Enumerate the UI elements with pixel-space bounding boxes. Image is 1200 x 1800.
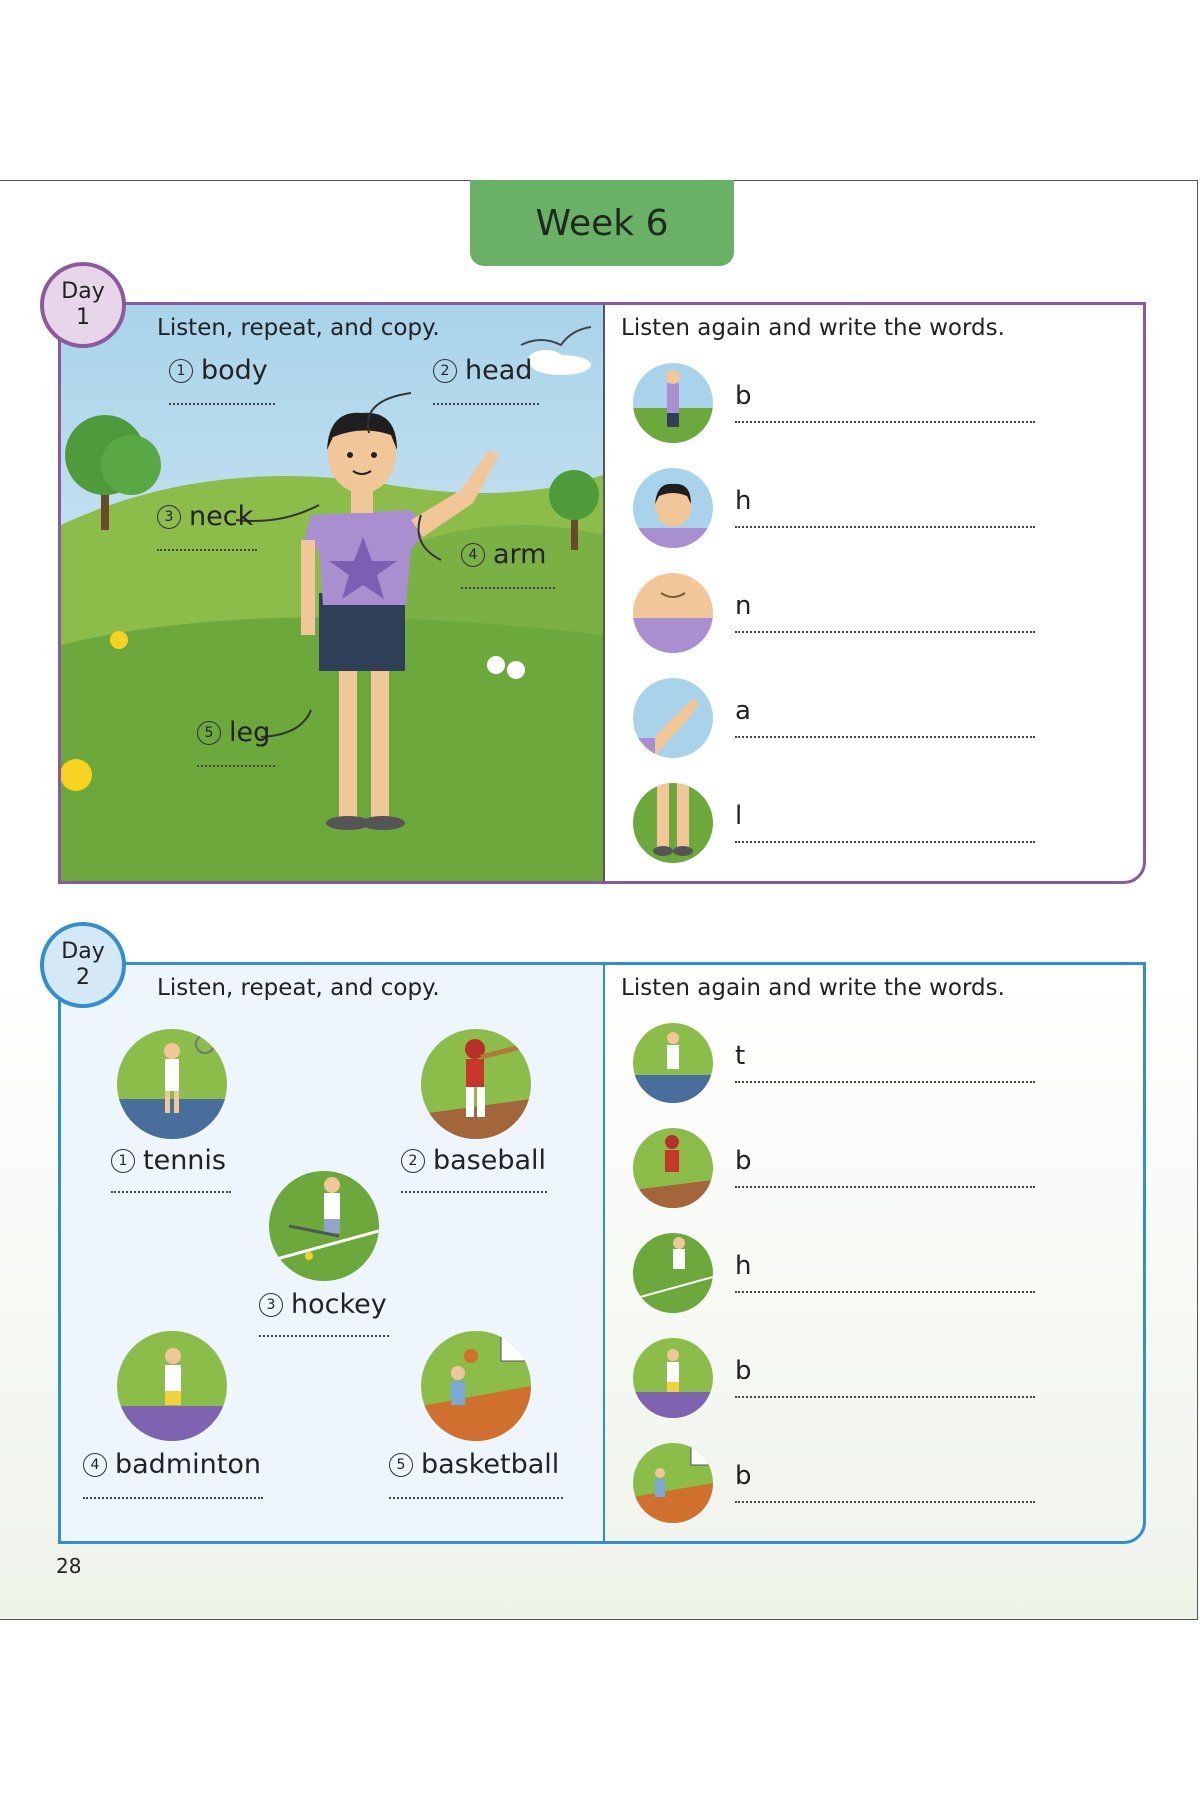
- week-title: [470, 180, 734, 266]
- day1-write-row-leg: [633, 783, 1103, 875]
- day2-copy-line-baseball[interactable]: [401, 1191, 547, 1193]
- day1-write-row-neck: [633, 573, 1103, 665]
- number-marker: 1: [169, 359, 193, 383]
- day1-label-neck: [157, 501, 253, 532]
- number-marker: 2: [433, 359, 457, 383]
- label-word: leg: [229, 717, 271, 748]
- write-line[interactable]: [735, 1291, 1035, 1293]
- starting-letter: b: [735, 1146, 752, 1176]
- number-marker: 3: [259, 1293, 283, 1317]
- day1-label-body: [169, 355, 268, 386]
- label-word: body: [201, 355, 268, 386]
- number-marker: 5: [389, 1453, 413, 1477]
- baseball-thumbnail: [633, 1128, 713, 1208]
- day1-write-row-body: [633, 363, 1103, 455]
- label-word: basketball: [421, 1449, 560, 1480]
- day2-write-row-basketball: [633, 1443, 1103, 1535]
- day2-write-row-tennis: [633, 1023, 1103, 1115]
- basketball-thumbnail: [633, 1443, 713, 1523]
- day1-label-leg: [197, 717, 270, 748]
- number-marker: 5: [197, 721, 221, 745]
- starting-letter: b: [735, 1461, 752, 1491]
- write-line[interactable]: [735, 526, 1035, 528]
- day2-label-baseball: [401, 1145, 546, 1176]
- write-line[interactable]: [735, 421, 1035, 423]
- label-word: hockey: [291, 1289, 387, 1320]
- day1-write-row-arm: [633, 678, 1103, 770]
- write-line[interactable]: [735, 1186, 1035, 1188]
- write-line[interactable]: [735, 841, 1035, 843]
- label-word: tennis: [143, 1145, 226, 1176]
- day2-label-badminton: [83, 1449, 261, 1480]
- day1-label-arm: [461, 539, 546, 570]
- write-line[interactable]: [735, 1501, 1035, 1503]
- week-title-text: Week 6: [535, 202, 669, 244]
- starting-letter: l: [735, 801, 743, 831]
- number-marker: 2: [401, 1149, 425, 1173]
- label-word: baseball: [433, 1145, 547, 1176]
- day1-label-head: [433, 355, 532, 386]
- write-line[interactable]: [735, 631, 1035, 633]
- day1-panel: [58, 302, 1146, 884]
- starting-letter: b: [735, 381, 752, 411]
- starting-letter: b: [735, 1356, 752, 1386]
- leg-thumbnail: [633, 783, 713, 863]
- head-thumbnail: [633, 468, 713, 548]
- label-word: head: [465, 355, 533, 386]
- number-marker: 4: [461, 543, 485, 567]
- label-word: arm: [493, 539, 547, 570]
- day2-instruction: Listen, repeat, and copy.: [157, 975, 440, 1001]
- day2-copy-line-badminton[interactable]: [83, 1497, 263, 1499]
- starting-letter: n: [735, 591, 752, 621]
- day2-write-row-badminton: [633, 1338, 1103, 1430]
- starting-letter: h: [735, 486, 752, 516]
- day2-label-basketball: [389, 1449, 559, 1480]
- neck-thumbnail: [633, 573, 713, 653]
- write-line[interactable]: [735, 1081, 1035, 1083]
- label-word: neck: [189, 501, 254, 532]
- day2-badge: [40, 922, 126, 1008]
- day2-copy-line-tennis[interactable]: [111, 1191, 231, 1193]
- page-number: 28: [56, 1554, 82, 1578]
- day1-badge: [40, 262, 126, 348]
- day-word: Day: [61, 939, 105, 964]
- day2-copy-line-hockey[interactable]: [259, 1335, 389, 1337]
- baseball-illustration: [421, 1029, 531, 1139]
- park-boy-illustration: [61, 305, 603, 881]
- badminton-thumbnail: [633, 1338, 713, 1418]
- tennis-thumbnail: [633, 1023, 713, 1103]
- day1-copy-line-body[interactable]: [169, 403, 275, 405]
- day1-illustration: [61, 305, 605, 881]
- day1-copy-line-head[interactable]: [433, 403, 539, 405]
- day2-write-instruction: Listen again and write the words.: [621, 975, 1005, 1001]
- day-number: 1: [76, 305, 90, 330]
- day2-copy-line-basketball[interactable]: [389, 1497, 563, 1499]
- day2-write-row-hockey: [633, 1233, 1103, 1325]
- day2-label-tennis: [111, 1145, 226, 1176]
- label-word: badminton: [115, 1449, 261, 1480]
- body-thumbnail: [633, 363, 713, 443]
- day1-write-instruction: Listen again and write the words.: [621, 315, 1005, 341]
- badminton-illustration: [117, 1331, 227, 1441]
- day1-copy-line-leg[interactable]: [197, 765, 275, 767]
- basketball-illustration: [421, 1331, 531, 1441]
- day2-label-hockey: [259, 1289, 387, 1320]
- day1-copy-line-neck[interactable]: [157, 549, 257, 551]
- tennis-illustration: [117, 1029, 227, 1139]
- number-marker: 4: [83, 1453, 107, 1477]
- day1-write-row-head: [633, 468, 1103, 560]
- number-marker: 3: [157, 505, 181, 529]
- day2-panel: [58, 962, 1146, 1544]
- number-marker: 1: [111, 1149, 135, 1173]
- arm-thumbnail: [633, 678, 713, 758]
- starting-letter: a: [735, 696, 751, 726]
- day1-copy-line-arm[interactable]: [461, 587, 555, 589]
- day2-write-row-baseball: [633, 1128, 1103, 1220]
- hockey-illustration: [269, 1171, 379, 1281]
- write-line[interactable]: [735, 736, 1035, 738]
- starting-letter: t: [735, 1041, 746, 1071]
- starting-letter: h: [735, 1251, 752, 1281]
- day-number: 2: [76, 965, 90, 990]
- write-line[interactable]: [735, 1396, 1035, 1398]
- hockey-thumbnail: [633, 1233, 713, 1313]
- day1-instruction: Listen, repeat, and copy.: [157, 315, 440, 341]
- day-word: Day: [61, 279, 105, 304]
